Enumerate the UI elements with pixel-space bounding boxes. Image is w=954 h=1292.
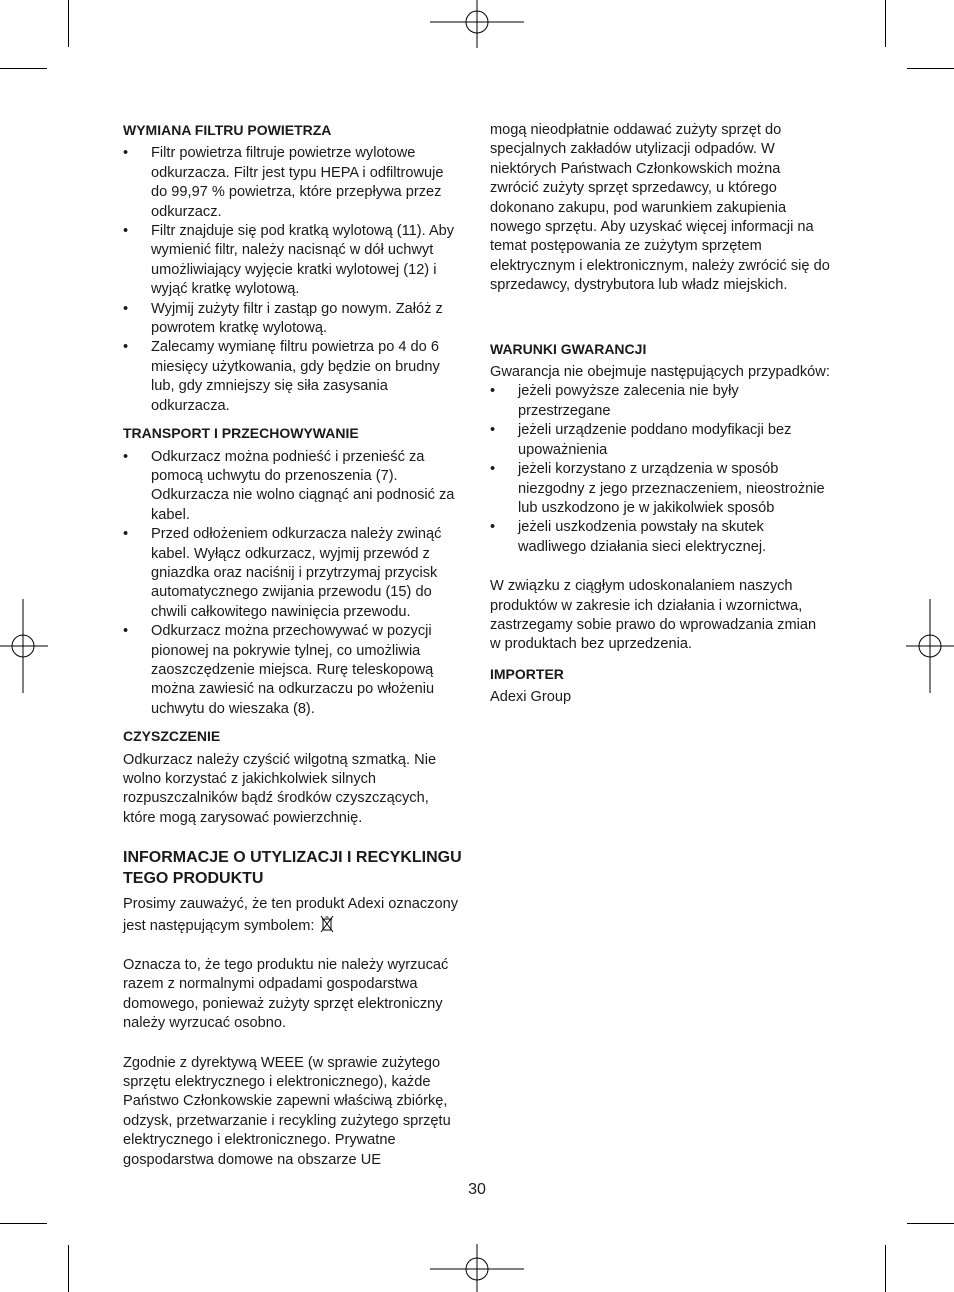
crop-mark [907, 68, 954, 69]
filter-list [123, 144, 463, 416]
heading-recycling: INFORMACJE O UTYLIZACJI I RECYKLINGU TEGO PRODUKTU [123, 849, 462, 888]
registration-mark-right [906, 599, 954, 693]
list-item: • Zalecamy wymianę filtru powietrza po 4 do 6 miesięcy użytkowania, gdy będzie on brudny lub, gdy zmniejszy się siła zasysania odkurzacza. [123, 338, 463, 416]
transport-list [123, 448, 463, 720]
heading-cleaning: CZYSZCZENIE [123, 728, 221, 745]
warranty-list [490, 382, 830, 557]
list-item: • jeżeli uszkodzenia powstały na skutek wadliwego działania sieci elektrycznej. [490, 518, 830, 557]
left-column [123, 121, 463, 1170]
heading-filter: WYMIANA FILTRU POWIETRZA [123, 122, 332, 138]
registration-mark-top [430, 0, 524, 48]
cleaning-text: Odkurzacz należy czyścić wilgotną szmatką. Nie wolno korzystać z jakichkolwiek silnych rozpuszczalników bądź środków czyszczących, które mogą zarysować powierzchnię. [123, 751, 437, 826]
heading-importer: IMPORTER [490, 665, 564, 682]
warranty-intro: Gwarancja nie obejmuje następujących przypadków: [490, 364, 830, 381]
list-item: • Odkurzacz można podnieść i przenieść za pomocą uchwytu do przenoszenia (7). Odkurzacza nie wolno ciągnąć ani podnosić za kabel. [123, 448, 463, 526]
list-item: • Wyjmij zużyty filtr i zastąp go nowym. Załóż z powrotem kratkę wylotową. [123, 300, 463, 339]
recycling-paragraph: Zgodnie z dyrektywą WEEE (w sprawie zużytego sprzętu elektrycznego i elektronicznego), każde Państwo Członkowskie zapewni właściwą zbiórkę, odzysk, przetwarzanie i recykling zużytego sprzętu elektrycznego i elektronicznego. Prywatne gospodarstwa domowe na obszarze UE [123, 1054, 451, 1168]
list-item: • jeżeli urządzenie poddano modyfikacji bez upoważnienia [490, 421, 830, 460]
crop-mark [885, 0, 886, 47]
crossed-bin-icon [320, 915, 334, 933]
heading-warranty: WARUNKI GWARANCJI [490, 340, 647, 357]
list-item: • Filtr znajduje się pod kratką wylotową (11). Aby wymienić filtr, należy nacisnąć w dół uchwyt umożliwiający wyjęcie kratki wylotowej (12) i wyjąć kratkę wylotową. [123, 222, 463, 300]
right-column [490, 121, 830, 708]
heading-transport: TRANSPORT I PRZECHOWYWANIE [123, 425, 359, 442]
crop-mark [0, 1223, 47, 1224]
recycling-continuation: mogą nieodpłatnie oddawać zużyty sprzęt do specjalnych zakładów utylizacji odpadów. W niektórych Państwach Członkowskich można zwrócić zużyty sprzęt sprzedawcy, u którego dokonano zakupu, pod warunkiem zakupienia nowego sprzętu. Aby uzyskać więcej informacji na temat postępowania ze zużytym sprzętem elektrycznym i elektronicznym, należy zwrócić się do sprzedawcy, dystrybutora lub władz miejskich. [490, 122, 830, 294]
list-item: • jeżeli korzystano z urządzenia w sposób niezgodny z jego przeznaczeniem, nieostrożnie lub uszkodzono je w jakikolwiek sposób [490, 460, 830, 518]
registration-mark-bottom [430, 1244, 524, 1292]
crop-mark [907, 1223, 954, 1224]
recycling-paragraph [123, 895, 463, 936]
warranty-note: W związku z ciągłym udoskonalaniem naszych produktów w zakresie ich działania i wzornictwa, zastrzegamy sobie prawo do wprowadzania zmian w produktach bez uprzedzenia. [490, 578, 817, 653]
recycling-text: Prosimy zauważyć, że ten produkt Adexi oznaczony jest następującym symbolem: [123, 896, 459, 934]
list-item: • Odkurzacz można przechowywać w pozycji pionowej na pokrywie tylnej, co umożliwia zaoszczędzenie miejsca. Rurę teleskopową można zawiesić na odkurzaczu po włożeniu uchwytu do wieszaka (8). [123, 622, 463, 719]
crop-mark [68, 0, 69, 47]
crop-mark [0, 68, 47, 69]
list-item: • Filtr powietrza filtruje powietrze wylotowe odkurzacza. Filtr jest typu HEPA i odfiltrowuje do 99,97 % powietrza, które przepływa przez odkurzacz. [123, 144, 463, 222]
crop-mark [885, 1245, 886, 1292]
list-item: • jeżeli powyższe zalecenia nie były przestrzegane [490, 382, 830, 421]
list-item: • Przed odłożeniem odkurzacza należy zwinąć kabel. Wyłącz odkurzacz, wyjmij przewód z gniazdka oraz naciśnij i przytrzymaj przycisk automatycznego zwijania przewodu (15) do chwili całkowitego nawinięcia przewodu. [123, 525, 463, 622]
importer-name: Adexi Group [490, 689, 572, 706]
crop-mark [68, 1245, 69, 1292]
registration-mark-left [0, 599, 48, 693]
page-number: 30 [468, 1181, 486, 1198]
recycling-paragraph: Oznacza to, że tego produktu nie należy wyrzucać razem z normalnymi odpadami gospodarstwa domowego, ponieważ zużyty sprzęt elektroniczny należy wyrzucać osobno. [123, 957, 449, 1032]
